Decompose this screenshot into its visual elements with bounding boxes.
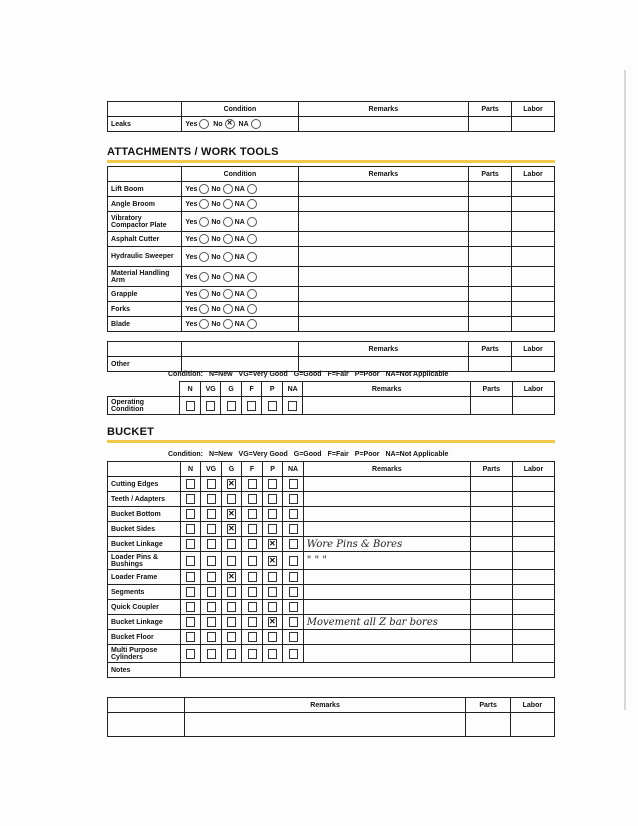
attachment-labor-grapple[interactable]: [512, 287, 555, 302]
lift-boom-yes-radio[interactable]: [199, 184, 209, 194]
teeth-adapters-1-n-checkbox[interactable]: [186, 494, 195, 504]
material-handling-arm-na-radio[interactable]: [247, 272, 257, 282]
grapple-yes-radio[interactable]: [199, 289, 209, 299]
bucket-footer-table: [107, 697, 555, 737]
operating-condition-label: Operating Condition: [108, 397, 180, 415]
attachments-remarks-header: Remarks: [298, 167, 469, 182]
bucket-bottom-2-n-checkbox[interactable]: [186, 509, 195, 519]
asphalt-cutter-na-radio[interactable]: [247, 234, 257, 244]
bucket-bottom-2-vg-checkbox[interactable]: [207, 509, 216, 519]
bucket-linkage-9-g-checkbox[interactable]: [227, 617, 236, 627]
bucket-col-vg: VG: [201, 462, 222, 477]
loader-frame-6-g-checkbox[interactable]: [227, 572, 236, 582]
op-p-checkbox[interactable]: [268, 401, 277, 411]
vibratory-compactor-plate-no-radio[interactable]: [223, 217, 233, 227]
bucket-labor-bucket-bottom-2[interactable]: [512, 507, 554, 522]
quick-coupler-8-vg-checkbox[interactable]: [207, 602, 216, 612]
bucket-row: [108, 492, 555, 507]
op-na-checkbox[interactable]: [288, 401, 297, 411]
op-parts-header: Parts: [470, 382, 512, 397]
bucket-parts-bucket-linkage-9[interactable]: [470, 615, 512, 630]
bucket-labor-teeth-adapters-1[interactable]: [512, 492, 554, 507]
attachment-condition-forks: Yes No NA: [182, 302, 298, 317]
bucket-label-multi-purpose-cylinders-11: Multi Purpose Cylinders: [108, 645, 181, 663]
bucket-parts-teeth-adapters-1[interactable]: [470, 492, 512, 507]
attachment-row: [108, 247, 555, 267]
loader-frame-6-na-checkbox[interactable]: [289, 572, 298, 582]
bucket-linkage-9-f-checkbox[interactable]: [248, 617, 257, 627]
forks-na-radio[interactable]: [247, 304, 257, 314]
attachment-condition-lift-boom: Yes No NA: [182, 182, 298, 197]
bucket-labor-bucket-linkage-9[interactable]: [512, 615, 554, 630]
attachment-label-lift-boom: Lift Boom: [108, 182, 182, 197]
attachment-remarks-blade[interactable]: [298, 317, 469, 332]
quick-coupler-8-na-checkbox[interactable]: [289, 602, 298, 612]
bucket-col-f: F: [242, 462, 263, 477]
bucket-bottom-2-na-checkbox[interactable]: [289, 509, 298, 519]
multi-purpose-cylinders-11-p-checkbox[interactable]: [268, 649, 277, 659]
bucket-floor-10-p-checkbox[interactable]: [268, 632, 277, 642]
bucket-floor-10-n-checkbox[interactable]: [186, 632, 195, 642]
attachment-condition-blade: Yes No NA: [182, 317, 298, 332]
footer-parts-field[interactable]: [466, 713, 510, 737]
other-label: Other: [108, 357, 182, 372]
bucket-sides-3-vg-checkbox[interactable]: [207, 524, 216, 534]
bucket-label-teeth-adapters-1: Teeth / Adapters: [108, 492, 181, 507]
attachments-labor-header: Labor: [512, 167, 555, 182]
other-remarks-header: Remarks: [298, 342, 469, 357]
multi-purpose-cylinders-11-na-checkbox[interactable]: [289, 649, 298, 659]
attachment-labor-forks[interactable]: [512, 302, 555, 317]
bucket-remarks-loader-frame-6[interactable]: [303, 570, 470, 585]
bucket-remarks-multi-purpose-cylinders-11[interactable]: [303, 645, 470, 663]
attachment-row: [108, 212, 555, 232]
loader-frame-6-f-checkbox[interactable]: [248, 572, 257, 582]
attachments-parts-header: Parts: [469, 167, 512, 182]
bucket-remarks-header: Remarks: [303, 462, 470, 477]
bucket-label-bucket-linkage-4: Bucket Linkage: [108, 537, 181, 552]
attachment-remarks-angle-broom[interactable]: [298, 197, 469, 212]
op-parts-field[interactable]: [470, 397, 512, 415]
attachment-remarks-material-handling-arm[interactable]: [298, 267, 469, 287]
bucket-row: [108, 615, 555, 630]
bucket-parts-cutting-edges-0[interactable]: [470, 477, 512, 492]
attachments-title: ATTACHMENTS / WORK TOOLS: [107, 146, 279, 158]
bucket-labor-loader-frame-6[interactable]: [512, 570, 554, 585]
asphalt-cutter-no-radio[interactable]: [223, 234, 233, 244]
bucket-remarks-bucket-linkage-4[interactable]: Wore Pins & Bores: [303, 537, 470, 552]
bucket-floor-10-f-checkbox[interactable]: [248, 632, 257, 642]
leaks-remarks-field[interactable]: [298, 117, 469, 132]
bucket-remarks-bucket-bottom-2[interactable]: [303, 507, 470, 522]
segments-7-g-checkbox[interactable]: [227, 587, 236, 597]
notes-row: [108, 663, 555, 678]
segments-7-na-checkbox[interactable]: [289, 587, 298, 597]
bucket-linkage-9-vg-checkbox[interactable]: [207, 617, 216, 627]
leaks-labor-header: Labor: [512, 102, 555, 117]
bucket-labor-cutting-edges-0[interactable]: [512, 477, 554, 492]
other-condition-field[interactable]: [182, 357, 298, 372]
footer-parts-header: Parts: [466, 698, 510, 713]
bucket-col-g: G: [221, 462, 242, 477]
attachment-row: [108, 302, 555, 317]
attachment-parts-angle-broom[interactable]: [469, 197, 512, 212]
attachment-parts-material-handling-arm[interactable]: [469, 267, 512, 287]
bucket-remarks-bucket-linkage-9[interactable]: Movement all Z bar bores: [303, 615, 470, 630]
lift-boom-na-radio[interactable]: [247, 184, 257, 194]
bucket-parts-loader-pins-bushings-5[interactable]: [470, 552, 512, 570]
teeth-adapters-1-p-checkbox[interactable]: [268, 494, 277, 504]
teeth-adapters-1-f-checkbox[interactable]: [248, 494, 257, 504]
bucket-label-loader-frame-6: Loader Frame: [108, 570, 181, 585]
bucket-rule: [107, 440, 555, 443]
attachment-label-blade: Blade: [108, 317, 182, 332]
vibratory-compactor-plate-na-radio[interactable]: [247, 217, 257, 227]
bucket-parts-segments-7[interactable]: [470, 585, 512, 600]
loader-pins-bushings-5-f-checkbox[interactable]: [248, 556, 257, 566]
multi-purpose-cylinders-11-n-checkbox[interactable]: [186, 649, 195, 659]
leaks-yes-radio[interactable]: [199, 119, 209, 129]
bucket-labor-multi-purpose-cylinders-11[interactable]: [512, 645, 554, 663]
cutting-edges-0-f-checkbox[interactable]: [248, 479, 257, 489]
attachment-parts-asphalt-cutter[interactable]: [469, 232, 512, 247]
op-n-checkbox[interactable]: [186, 401, 195, 411]
bucket-sides-3-f-checkbox[interactable]: [248, 524, 257, 534]
footer-remarks-field[interactable]: [184, 713, 466, 737]
bucket-labor-quick-coupler-8[interactable]: [512, 600, 554, 615]
attachment-parts-lift-boom[interactable]: [469, 182, 512, 197]
bucket-parts-bucket-floor-10[interactable]: [470, 630, 512, 645]
bucket-linkage-4-f-checkbox[interactable]: [248, 539, 257, 549]
bucket-row: [108, 537, 555, 552]
leaks-remarks-header: Remarks: [298, 102, 469, 117]
bucket-remarks-teeth-adapters-1[interactable]: [303, 492, 470, 507]
attachment-labor-material-handling-arm[interactable]: [512, 267, 555, 287]
attachment-row: [108, 232, 555, 247]
bucket-sides-3-g-checkbox[interactable]: [227, 524, 236, 534]
notes-label: Notes: [108, 663, 181, 678]
bucket-label-loader-pins-bushings-5: Loader Pins & Bushings: [108, 552, 181, 570]
attachment-remarks-grapple[interactable]: [298, 287, 469, 302]
operating-condition-table: [107, 381, 555, 415]
loader-pins-bushings-5-vg-checkbox[interactable]: [207, 556, 216, 566]
bucket-linkage-9-p-checkbox[interactable]: [268, 617, 277, 627]
attachment-parts-blade[interactable]: [469, 317, 512, 332]
forks-no-radio[interactable]: [223, 304, 233, 314]
bucket-remarks-segments-7[interactable]: [303, 585, 470, 600]
op-remarks-header: Remarks: [303, 382, 470, 397]
loader-frame-6-n-checkbox[interactable]: [186, 572, 195, 582]
cutting-edges-0-na-checkbox[interactable]: [289, 479, 298, 489]
multi-purpose-cylinders-11-g-checkbox[interactable]: [227, 649, 236, 659]
op-col-vg: VG: [200, 382, 221, 397]
blade-yes-radio[interactable]: [199, 319, 209, 329]
bucket-linkage-9-n-checkbox[interactable]: [186, 617, 195, 627]
leaks-condition-header: Condition: [182, 102, 298, 117]
bucket-sides-3-na-checkbox[interactable]: [289, 524, 298, 534]
bucket-col-na: NA: [283, 462, 304, 477]
cutting-edges-0-vg-checkbox[interactable]: [207, 479, 216, 489]
bucket-row: [108, 477, 555, 492]
other-table: [107, 341, 555, 372]
attachment-labor-blade[interactable]: [512, 317, 555, 332]
angle-broom-no-radio[interactable]: [223, 199, 233, 209]
bucket-labor-bucket-linkage-4[interactable]: [512, 537, 554, 552]
quick-coupler-8-g-checkbox[interactable]: [227, 602, 236, 612]
bucket-parts-quick-coupler-8[interactable]: [470, 600, 512, 615]
loader-frame-6-vg-checkbox[interactable]: [207, 572, 216, 582]
bucket-floor-10-g-checkbox[interactable]: [227, 632, 236, 642]
op-remarks-field[interactable]: [303, 397, 470, 415]
attachment-parts-forks[interactable]: [469, 302, 512, 317]
material-handling-arm-yes-radio[interactable]: [199, 272, 209, 282]
attachment-labor-lift-boom[interactable]: [512, 182, 555, 197]
attachment-label-asphalt-cutter: Asphalt Cutter: [108, 232, 182, 247]
attachment-label-hydraulic-sweeper: Hydraulic Sweeper: [108, 247, 182, 267]
leaks-labor-field[interactable]: [512, 117, 555, 132]
bucket-row: [108, 570, 555, 585]
attachment-row: [108, 267, 555, 287]
bucket-row: [108, 585, 555, 600]
attachment-remarks-lift-boom[interactable]: [298, 182, 469, 197]
op-col-f: F: [241, 382, 262, 397]
attachment-condition-asphalt-cutter: Yes No NA: [182, 232, 298, 247]
attachment-parts-hydraulic-sweeper[interactable]: [469, 247, 512, 267]
op-f-checkbox[interactable]: [247, 401, 256, 411]
op-col-p: P: [262, 382, 283, 397]
leaks-parts-header: Parts: [469, 102, 512, 117]
quick-coupler-8-n-checkbox[interactable]: [186, 602, 195, 612]
teeth-adapters-1-na-checkbox[interactable]: [289, 494, 298, 504]
attachments-condition-header: Condition: [182, 167, 298, 182]
segments-7-vg-checkbox[interactable]: [207, 587, 216, 597]
bucket-label-bucket-sides-3: Bucket Sides: [108, 522, 181, 537]
attachment-condition-vibratory-compactor-plate: Yes No NA: [182, 212, 298, 232]
attachment-remarks-vibratory-compactor-plate[interactable]: [298, 212, 469, 232]
op-g-checkbox[interactable]: [227, 401, 236, 411]
bucket-bottom-2-p-checkbox[interactable]: [268, 509, 277, 519]
bucket-labor-loader-pins-bushings-5[interactable]: [512, 552, 554, 570]
bucket-col-p: P: [262, 462, 283, 477]
bucket-parts-bucket-linkage-4[interactable]: [470, 537, 512, 552]
leaks-table: [107, 101, 555, 132]
bucket-parts-multi-purpose-cylinders-11[interactable]: [470, 645, 512, 663]
teeth-adapters-1-vg-checkbox[interactable]: [207, 494, 216, 504]
attachment-remarks-forks[interactable]: [298, 302, 469, 317]
leaks-no-radio[interactable]: [225, 119, 235, 129]
hydraulic-sweeper-na-radio[interactable]: [247, 252, 257, 262]
bucket-linkage-4-vg-checkbox[interactable]: [207, 539, 216, 549]
bucket-remarks-loader-pins-bushings-5[interactable]: " " ": [303, 552, 470, 570]
bucket-bottom-2-g-checkbox[interactable]: [227, 509, 236, 519]
attachment-label-grapple: Grapple: [108, 287, 182, 302]
bucket-remarks-quick-coupler-8[interactable]: [303, 600, 470, 615]
footer-labor-field[interactable]: [510, 713, 554, 737]
bucket-parts-loader-frame-6[interactable]: [470, 570, 512, 585]
attachment-condition-material-handling-arm: Yes No NA: [182, 267, 298, 287]
attachment-labor-asphalt-cutter[interactable]: [512, 232, 555, 247]
scan-edge: [624, 70, 626, 710]
bucket-col-n: N: [180, 462, 201, 477]
loader-pins-bushings-5-g-checkbox[interactable]: [227, 556, 236, 566]
attachments-table: [107, 166, 555, 332]
bucket-row: [108, 630, 555, 645]
op-col-na: NA: [282, 382, 303, 397]
other-labor-header: Labor: [512, 342, 555, 357]
op-col-n: N: [180, 382, 201, 397]
attachment-row: [108, 182, 555, 197]
cutting-edges-0-n-checkbox[interactable]: [186, 479, 195, 489]
grapple-na-radio[interactable]: [247, 289, 257, 299]
bucket-linkage-4-n-checkbox[interactable]: [186, 539, 195, 549]
op-labor-field[interactable]: [512, 397, 554, 415]
asphalt-cutter-yes-radio[interactable]: [199, 234, 209, 244]
bucket-remarks-bucket-floor-10[interactable]: [303, 630, 470, 645]
hydraulic-sweeper-no-radio[interactable]: [223, 252, 233, 262]
bucket-remarks-cutting-edges-0[interactable]: [303, 477, 470, 492]
attachment-row: [108, 287, 555, 302]
bucket-bottom-2-f-checkbox[interactable]: [248, 509, 257, 519]
bucket-floor-10-vg-checkbox[interactable]: [207, 632, 216, 642]
cutting-edges-0-p-checkbox[interactable]: [268, 479, 277, 489]
bucket-remarks-bucket-sides-3[interactable]: [303, 522, 470, 537]
bucket-table: [107, 461, 555, 678]
attachment-condition-grapple: Yes No NA: [182, 287, 298, 302]
loader-pins-bushings-5-n-checkbox[interactable]: [186, 556, 195, 566]
bucket-legend: Condition: N=New VG=Very Good G=Good F=Fair P=Poor NA=Not Applicable: [168, 451, 449, 458]
op-labor-header: Labor: [512, 382, 554, 397]
bucket-linkage-9-na-checkbox[interactable]: [289, 617, 298, 627]
bucket-label-bucket-floor-10: Bucket Floor: [108, 630, 181, 645]
attachments-legend: Condition: N=New VG=Very Good G=Good F=Fair P=Poor NA=Not Applicable: [168, 371, 449, 378]
attachments-rule: [107, 160, 555, 163]
leaks-condition: Yes No✕ NA: [182, 117, 298, 132]
other-parts-field[interactable]: [469, 357, 512, 372]
attachment-labor-vibratory-compactor-plate[interactable]: [512, 212, 555, 232]
multi-purpose-cylinders-11-f-checkbox[interactable]: [248, 649, 257, 659]
notes-field[interactable]: [180, 663, 554, 678]
bucket-labor-bucket-sides-3[interactable]: [512, 522, 554, 537]
bucket-labor-header: Labor: [512, 462, 554, 477]
other-parts-header: Parts: [469, 342, 512, 357]
bucket-label-quick-coupler-8: Quick Coupler: [108, 600, 181, 615]
bucket-title: BUCKET: [107, 426, 155, 438]
attachment-labor-hydraulic-sweeper[interactable]: [512, 247, 555, 267]
leaks-na-radio[interactable]: [251, 119, 261, 129]
blade-no-radio[interactable]: [223, 319, 233, 329]
vibratory-compactor-plate-yes-radio[interactable]: [199, 217, 209, 227]
material-handling-arm-no-radio[interactable]: [223, 272, 233, 282]
bucket-sides-3-p-checkbox[interactable]: [268, 524, 277, 534]
bucket-label-segments-7: Segments: [108, 585, 181, 600]
attachment-condition-hydraulic-sweeper: Yes No NA: [182, 247, 298, 267]
segments-7-n-checkbox[interactable]: [186, 587, 195, 597]
grapple-no-radio[interactable]: [223, 289, 233, 299]
footer-labor-header: Labor: [510, 698, 554, 713]
bucket-labor-segments-7[interactable]: [512, 585, 554, 600]
angle-broom-na-radio[interactable]: [247, 199, 257, 209]
bucket-label-bucket-bottom-2: Bucket Bottom: [108, 507, 181, 522]
leaks-label: Leaks: [108, 117, 182, 132]
bucket-row: [108, 645, 555, 663]
footer-remarks-header: Remarks: [184, 698, 466, 713]
attachment-row: [108, 197, 555, 212]
bucket-linkage-4-na-checkbox[interactable]: [289, 539, 298, 549]
lift-boom-no-radio[interactable]: [223, 184, 233, 194]
op-col-g: G: [221, 382, 242, 397]
quick-coupler-8-p-checkbox[interactable]: [268, 602, 277, 612]
segments-7-p-checkbox[interactable]: [268, 587, 277, 597]
attachment-label-angle-broom: Angle Broom: [108, 197, 182, 212]
bucket-parts-header: Parts: [470, 462, 512, 477]
bucket-parts-bucket-bottom-2[interactable]: [470, 507, 512, 522]
angle-broom-yes-radio[interactable]: [199, 199, 209, 209]
attachment-row: [108, 317, 555, 332]
bucket-linkage-4-g-checkbox[interactable]: [227, 539, 236, 549]
attachment-parts-vibratory-compactor-plate[interactable]: [469, 212, 512, 232]
bucket-linkage-4-p-checkbox[interactable]: [268, 539, 277, 549]
bucket-parts-bucket-sides-3[interactable]: [470, 522, 512, 537]
bucket-row: [108, 552, 555, 570]
leaks-parts-field[interactable]: [469, 117, 512, 132]
loader-pins-bushings-5-p-checkbox[interactable]: [268, 556, 277, 566]
bucket-row: [108, 600, 555, 615]
segments-7-f-checkbox[interactable]: [248, 587, 257, 597]
other-remarks-field[interactable]: [298, 357, 469, 372]
bucket-label-cutting-edges-0: Cutting Edges: [108, 477, 181, 492]
attachment-remarks-asphalt-cutter[interactable]: [298, 232, 469, 247]
cutting-edges-0-g-checkbox[interactable]: [227, 479, 236, 489]
teeth-adapters-1-g-checkbox[interactable]: [227, 494, 236, 504]
forks-yes-radio[interactable]: [199, 304, 209, 314]
attachment-label-material-handling-arm: Material Handling Arm: [108, 267, 182, 287]
bucket-sides-3-n-checkbox[interactable]: [186, 524, 195, 534]
bucket-label-bucket-linkage-9: Bucket Linkage: [108, 615, 181, 630]
loader-frame-6-p-checkbox[interactable]: [268, 572, 277, 582]
multi-purpose-cylinders-11-vg-checkbox[interactable]: [207, 649, 216, 659]
op-vg-checkbox[interactable]: [206, 401, 215, 411]
other-labor-field[interactable]: [512, 357, 555, 372]
hydraulic-sweeper-yes-radio[interactable]: [199, 252, 209, 262]
attachment-label-vibratory-compactor-plate: Vibratory Compactor Plate: [108, 212, 182, 232]
bucket-floor-10-na-checkbox[interactable]: [289, 632, 298, 642]
loader-pins-bushings-5-na-checkbox[interactable]: [289, 556, 298, 566]
bucket-row: [108, 507, 555, 522]
quick-coupler-8-f-checkbox[interactable]: [248, 602, 257, 612]
attachment-condition-angle-broom: Yes No NA: [182, 197, 298, 212]
bucket-row: [108, 522, 555, 537]
attachment-parts-grapple[interactable]: [469, 287, 512, 302]
bucket-labor-bucket-floor-10[interactable]: [512, 630, 554, 645]
attachment-labor-angle-broom[interactable]: [512, 197, 555, 212]
attachment-remarks-hydraulic-sweeper[interactable]: [298, 247, 469, 267]
blade-na-radio[interactable]: [247, 319, 257, 329]
attachment-label-forks: Forks: [108, 302, 182, 317]
